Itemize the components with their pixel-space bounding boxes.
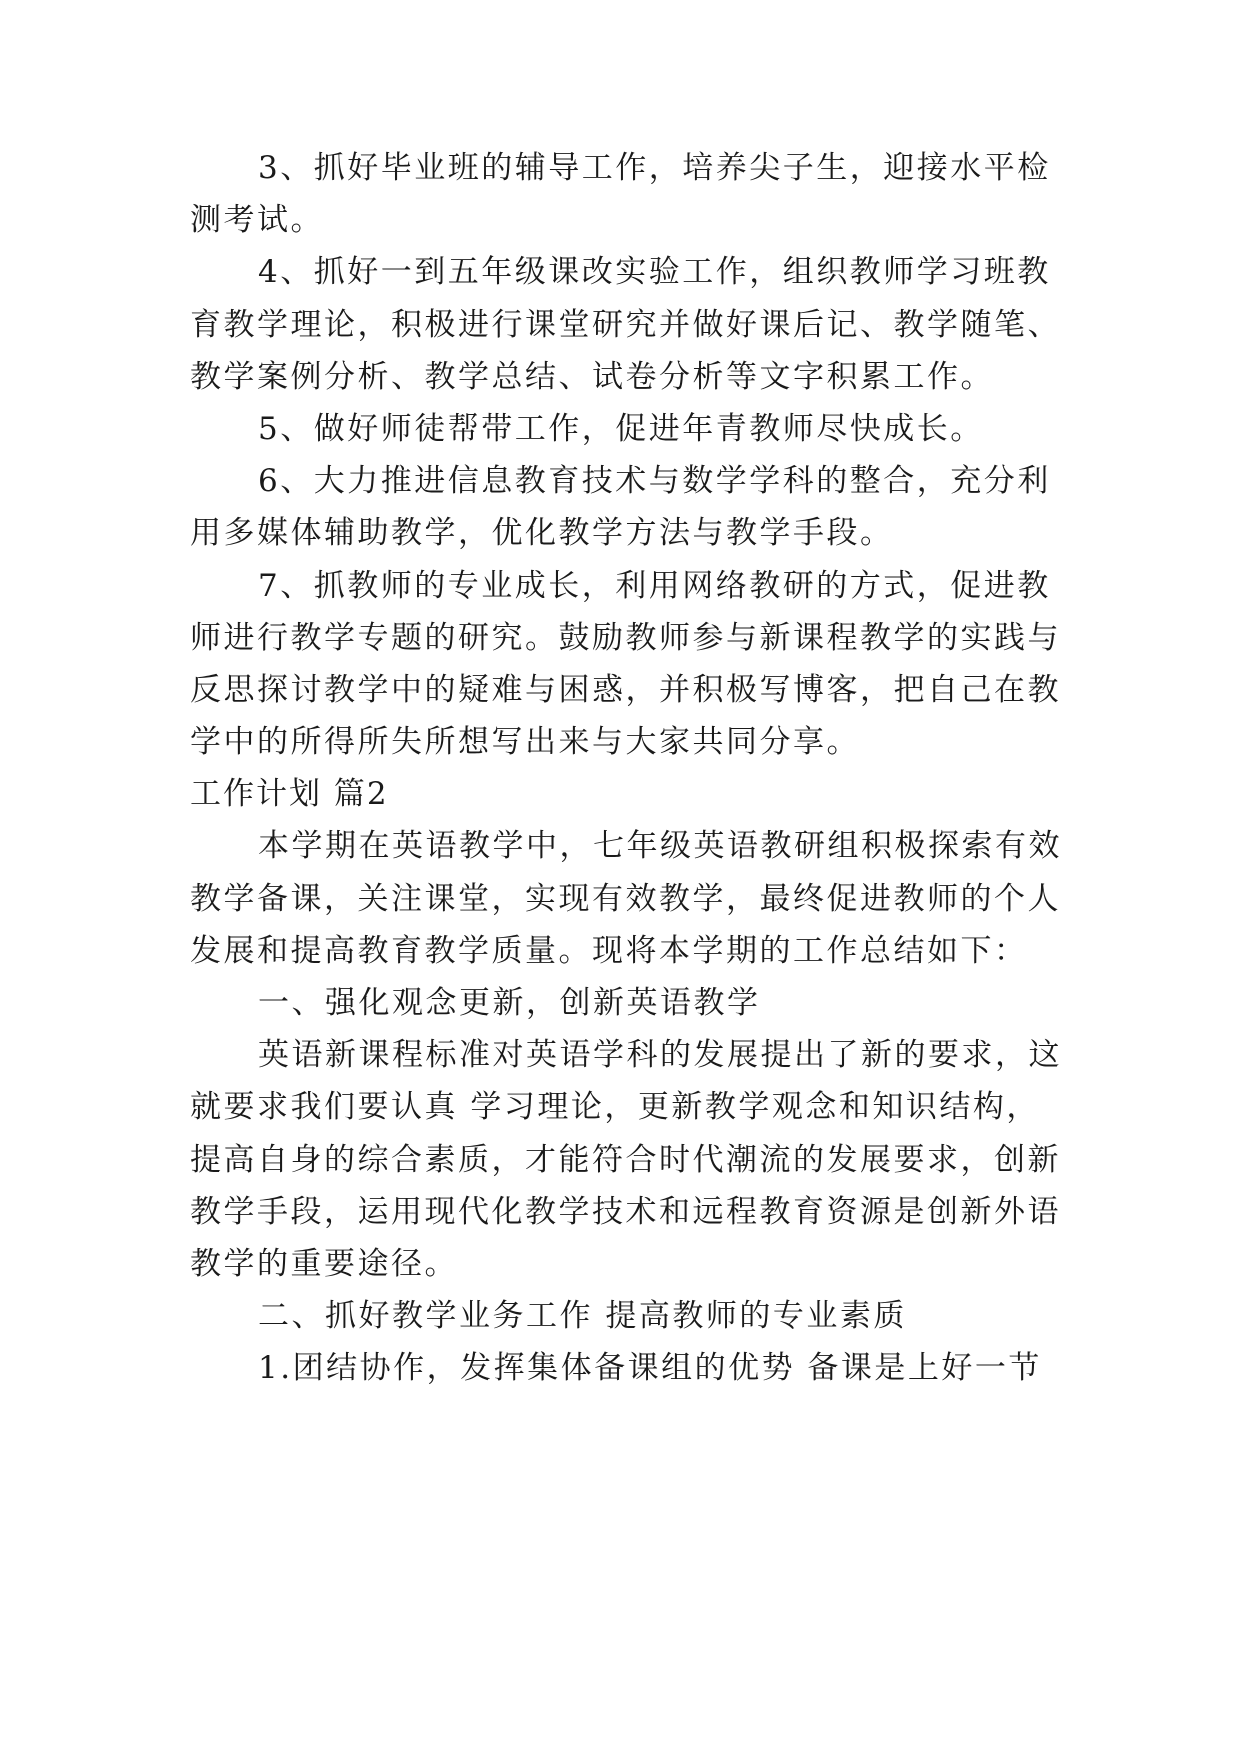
- item-5-line-1: 5、做好师徒帮带工作，促进年青教师尽快成长。: [258, 411, 984, 447]
- item-7-line-4: 学中的所得所失所想写出来与大家共同分享。: [190, 724, 860, 760]
- sub-item-1-line-1: 1.团结协作，发挥集体备课组的优势 备课是上好一节: [258, 1350, 1042, 1386]
- intro-line-3: 发展和提高教育教学质量。现将本学期的工作总结如下：: [190, 933, 1028, 969]
- para-1-line-5: 教学的重要途径。: [190, 1246, 458, 1282]
- para-1-line-3: 提高自身的综合素质，才能符合时代潮流的发展要求，创新: [190, 1142, 1061, 1178]
- subheading-2: 二、抓好教学业务工作 提高教师的专业素质: [258, 1298, 907, 1334]
- para-1-line-2: 就要求我们要认真 学习理论，更新教学观念和知识结构，: [190, 1089, 1040, 1125]
- intro-line-1: 本学期在英语教学中，七年级英语教研组积极探索有效: [258, 828, 1062, 864]
- item-7-line-1: 7、抓教师的专业成长，利用网络教研的方式，促进教: [258, 568, 1051, 604]
- item-7-line-2: 师进行教学专题的研究。鼓励教师参与新课程教学的实践与: [190, 620, 1061, 656]
- para-1-line-4: 教学手段，运用现代化教学技术和远程教育资源是创新外语: [190, 1194, 1061, 1230]
- subheading-1: 一、强化观念更新，创新英语教学: [258, 985, 761, 1021]
- item-4-line-2: 育教学理论，积极进行课堂研究并做好课后记、教学随笔、: [190, 307, 1061, 343]
- item-7-line-3: 反思探讨教学中的疑难与困惑，并积极写博客，把自己在教: [190, 672, 1061, 708]
- section-title: 工作计划 篇2: [190, 776, 389, 812]
- item-3-line-1: 3、抓好毕业班的辅导工作，培养尖子生，迎接水平检: [258, 150, 1051, 186]
- item-6-line-2: 用多媒体辅助教学，优化教学方法与教学手段。: [190, 515, 894, 551]
- item-6-line-1: 6、大力推进信息教育技术与数学学科的整合，充分利: [258, 463, 1051, 499]
- intro-line-2: 教学备课，关注课堂，实现有效教学，最终促进教师的个人: [190, 881, 1061, 917]
- item-4-line-1: 4、抓好一到五年级课改实验工作，组织教师学习班教: [258, 254, 1051, 290]
- item-3-line-2: 测考试。: [190, 202, 324, 238]
- para-1-line-1: 英语新课程标准对英语学科的发展提出了新的要求，这: [258, 1037, 1062, 1073]
- item-4-line-3: 教学案例分析、教学总结、试卷分析等文字积累工作。: [190, 359, 994, 395]
